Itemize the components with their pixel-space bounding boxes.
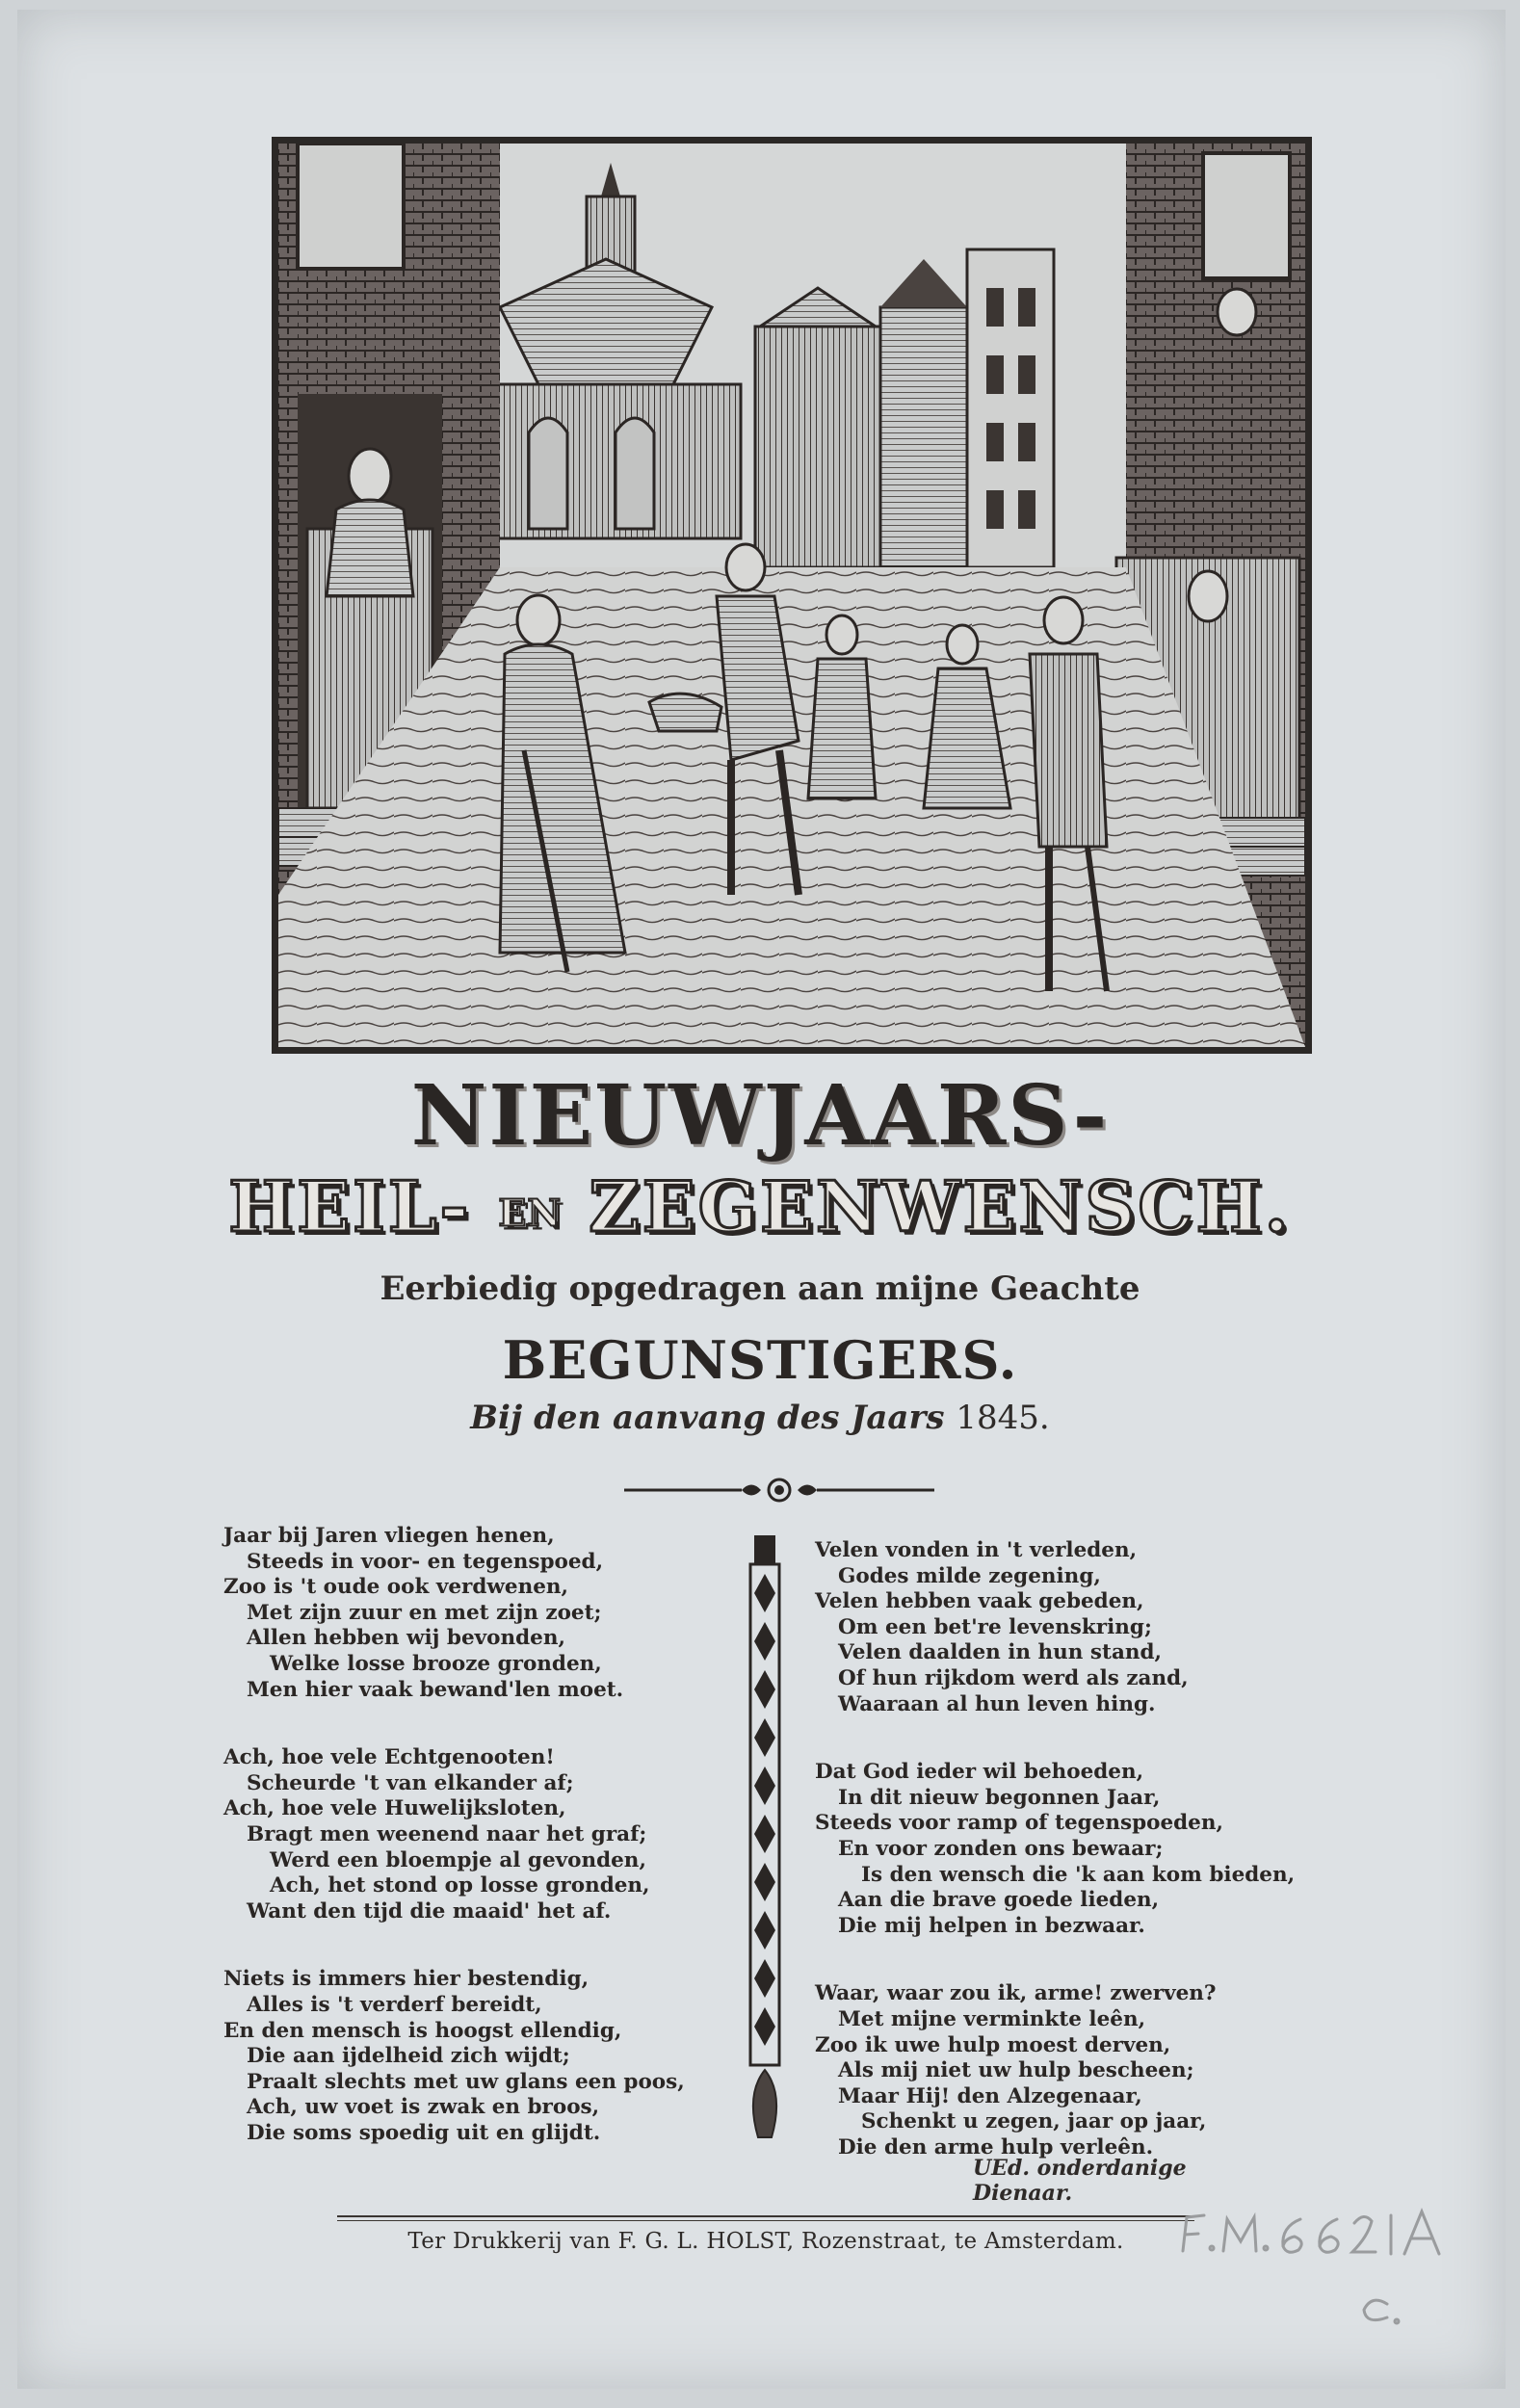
poem-line: Allen hebben wij bevonden,	[247, 1626, 565, 1651]
stanza	[223, 1524, 744, 1703]
poem-line: In dit nieuw begonnen Jaar,	[838, 1785, 1161, 1810]
poem-line: Die mij helpen in bezwaar.	[838, 1913, 1145, 1938]
poem-line: Is den wensch die 'k aan kom bieden,	[861, 1862, 1296, 1887]
dateline-year: 1845.	[956, 1399, 1050, 1437]
title-heil: HEIL-	[228, 1165, 472, 1247]
poem-line: Men hier vaak bewand'len moet.	[247, 1677, 624, 1702]
street-scene-image	[278, 144, 1305, 1047]
stanza	[815, 1760, 1316, 1939]
stanza	[815, 1538, 1316, 1717]
poem-line: Steeds voor ramp of tegenspoeden,	[815, 1811, 1223, 1836]
poem-line: Met mijne verminkte leên,	[838, 2006, 1146, 2031]
poem-line: Velen daalden in hun stand,	[838, 1640, 1163, 1665]
printer-imprint: Ter Drukkerij van F. G. L. HOLST, Rozenstraat, te Amsterdam.	[407, 2229, 1124, 2254]
title-line-1: NIEUWJAARS-	[410, 1067, 1110, 1165]
poem-line: Ach, het stond op losse gronden,	[270, 1873, 650, 1898]
poem-line: Ach, uw voet is zwak en broos,	[247, 2095, 600, 2120]
poem-line: Als mij niet uw hulp bescheen;	[838, 2058, 1194, 2083]
recipients-heading: BEGUNSTIGERS.	[502, 1329, 1018, 1391]
signature-line: UEd. onderdanige Dienaar.	[973, 2156, 1187, 2206]
poem-line: Alles is 't verderf bereidt,	[247, 1992, 542, 2017]
vertical-ornament-icon	[741, 1535, 789, 2148]
poem-line: Praalt slechts met uw glans een poos,	[247, 2069, 685, 2094]
handwritten-shelfmark-icon	[1173, 2198, 1491, 2343]
dedication-line: Eerbiedig opgedragen aan mijne Geachte	[380, 1269, 1140, 1308]
poem-line: Schenkt u zegen, jaar op jaar,	[861, 2109, 1207, 2134]
imprint-rule-bottom	[337, 2220, 1194, 2221]
stanza	[223, 1967, 744, 2146]
poem-line: En voor zonden ons bewaar;	[838, 1836, 1164, 1861]
poem-line: Ach, hoe vele Huwelijksloten,	[223, 1796, 566, 1821]
poem-line: Die aan ijdelheid zich wijdt;	[247, 2044, 570, 2069]
poem-line: Steeds in voor- en tegenspoed,	[247, 1549, 604, 1574]
poem-line: Bragt men weenend naar het graf;	[247, 1821, 647, 1846]
poem-line: Maar Hij! den Alzegenaar,	[838, 2083, 1142, 2108]
stanza	[815, 1981, 1316, 2160]
poem-line: Godes milde zegening,	[838, 1563, 1101, 1588]
poem-left-column	[223, 1524, 744, 2188]
title-en: EN	[498, 1191, 563, 1235]
poem-line: Die soms spoedig uit en glijdt.	[247, 2120, 601, 2145]
woodcut-illustration	[272, 137, 1312, 1054]
poem-right-column	[815, 1538, 1316, 2203]
poem-line: Werd een bloempje al gevonden,	[270, 1847, 646, 1872]
poem-line: Scheurde 't van elkander af;	[247, 1770, 574, 1795]
poem-line: Aan die brave goede lieden,	[838, 1888, 1160, 1913]
poem-line: Ach, hoe vele Echtgenooten!	[223, 1745, 555, 1770]
poem-line: Velen vonden in 't verleden,	[815, 1538, 1138, 1562]
poem-line: Of hun rijkdom werd als zand,	[838, 1665, 1189, 1690]
poem-line: Waar, waar zou ik, arme! zwerven?	[815, 1981, 1217, 2006]
dateline-text: Bij den aanvang des Jaars	[470, 1399, 945, 1437]
poem-line: En den mensch is hoogst ellendig,	[223, 2018, 622, 2043]
poem-line: Dat God ieder wil behoeden,	[815, 1760, 1144, 1785]
ornament-divider-icon	[624, 1474, 934, 1506]
title-zegenwensch: ZEGENWENSCH.	[589, 1165, 1292, 1247]
poem-line: Om een bet're levenskring;	[838, 1614, 1152, 1639]
poem-line: Die den arme hulp verleên.	[838, 2134, 1154, 2159]
poem-line: Zoo ik uwe hulp moest derven,	[815, 2032, 1171, 2057]
title-line-2	[0, 1165, 1520, 1247]
poem-line: Niets is immers hier bestendig,	[223, 1967, 590, 1992]
poem-line: Velen hebben vaak gebeden,	[815, 1589, 1144, 1614]
poem-line: Jaar bij Jaren vliegen henen,	[223, 1524, 555, 1548]
poem-line: Want den tijd die maaid' het af.	[247, 1898, 612, 1924]
poem-line: Welke losse brooze gronden,	[270, 1651, 602, 1676]
stanza	[223, 1745, 744, 1924]
imprint-rule-top	[337, 2215, 1194, 2217]
poem-line: Zoo is 't oude ook verdwenen,	[223, 1575, 568, 1600]
poem-line: Met zijn zuur en met zijn zoet;	[247, 1600, 602, 1625]
dateline	[0, 1399, 1520, 1437]
poem-line: Waaraan al hun leven hing.	[838, 1691, 1156, 1716]
